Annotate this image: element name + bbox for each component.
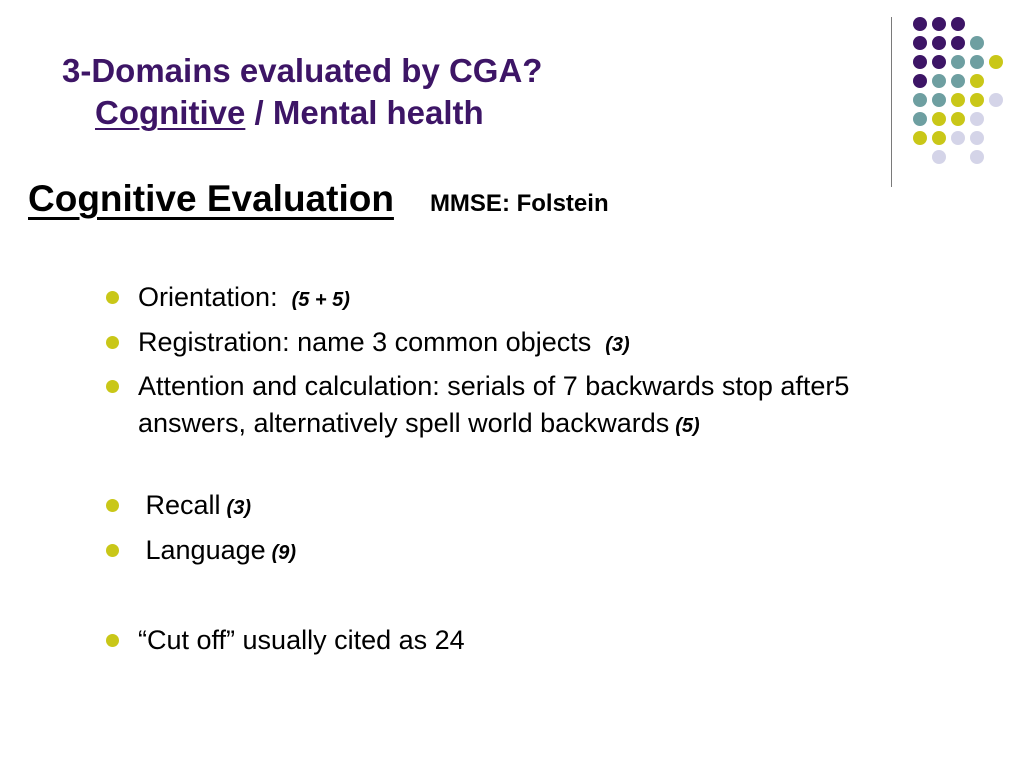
decorative-dot	[932, 36, 946, 50]
decorative-dot	[951, 55, 965, 69]
decorative-dot	[970, 112, 984, 126]
decorative-dot	[970, 74, 984, 88]
bullet-text	[106, 279, 886, 319]
bullet-score: (9)	[271, 542, 297, 564]
decorative-dot	[951, 74, 965, 88]
bullet-orientation	[106, 279, 886, 319]
bullet-label: Registration: name 3 common objects	[138, 327, 592, 357]
bullet-text	[106, 368, 886, 445]
bullet-score: (5)	[675, 415, 700, 437]
bullet-text	[106, 324, 886, 364]
bullet-label: “Cut off” usually cited as 24	[138, 625, 465, 655]
bullet-dot-icon	[106, 380, 119, 393]
bullet-language	[106, 532, 886, 572]
decorative-dot	[932, 17, 946, 31]
bullet-label: Orientation:	[138, 282, 278, 312]
decorative-dot	[951, 112, 965, 126]
decorative-dot	[913, 112, 927, 126]
mmse-reference: MMSE: Folstein	[429, 190, 609, 217]
decorative-dot	[932, 55, 946, 69]
title-line-2	[62, 92, 542, 134]
title-line-1: 3-Domains evaluated by CGA?	[62, 52, 543, 89]
decorative-dot	[951, 131, 965, 145]
decorative-dot	[913, 131, 927, 145]
decorative-dot	[970, 150, 984, 164]
decorative-dot	[970, 55, 984, 69]
bullet-dot-icon	[106, 544, 119, 557]
decorative-dot	[932, 150, 946, 164]
decorative-dot	[913, 74, 927, 88]
decorative-dot	[951, 93, 965, 107]
decorative-dot	[932, 112, 946, 126]
bullet-text	[106, 622, 886, 659]
decorative-dot	[951, 17, 965, 31]
decorative-dot	[913, 93, 927, 107]
bullet-label: Attention and calculation: serials of 7 backwards stop after5 answers, alternatively spell world backwards	[138, 371, 850, 438]
decorative-dot	[989, 93, 1003, 107]
bullet-label: Language	[138, 535, 266, 565]
decorative-dot	[913, 17, 927, 31]
title-mental-health: / Mental health	[245, 94, 484, 131]
decorative-dot	[913, 36, 927, 50]
decorative-dot	[951, 36, 965, 50]
cognitive-evaluation-heading: Cognitive Evaluation	[28, 178, 394, 219]
decorative-dot	[970, 36, 984, 50]
title-cognitive-underlined: Cognitive	[95, 94, 246, 131]
decorative-dot	[989, 55, 1003, 69]
section-heading	[28, 176, 609, 227]
slide-title	[62, 50, 542, 134]
decorative-dot	[932, 131, 946, 145]
bullet-text	[106, 532, 886, 572]
bullet-dot-icon	[106, 499, 119, 512]
decorative-dot	[932, 93, 946, 107]
bullet-score: (5 + 5)	[291, 289, 350, 311]
header-divider	[891, 17, 892, 187]
bullet-recall	[106, 487, 886, 527]
bullet-dot-icon	[106, 336, 119, 349]
decorative-dot	[970, 131, 984, 145]
bullet-attention-calculation	[106, 368, 886, 445]
bullet-dot-icon	[106, 291, 119, 304]
bullet-registration	[106, 324, 886, 364]
bullet-score: (3)	[605, 334, 630, 356]
bullet-text	[106, 487, 886, 527]
bullet-cut-off	[106, 622, 886, 659]
decorative-dot	[932, 74, 946, 88]
bullet-label: Recall	[138, 490, 221, 520]
decorative-dot	[970, 93, 984, 107]
decorative-dot	[913, 55, 927, 69]
bullet-score: (3)	[226, 497, 251, 519]
bullet-dot-icon	[106, 634, 119, 647]
